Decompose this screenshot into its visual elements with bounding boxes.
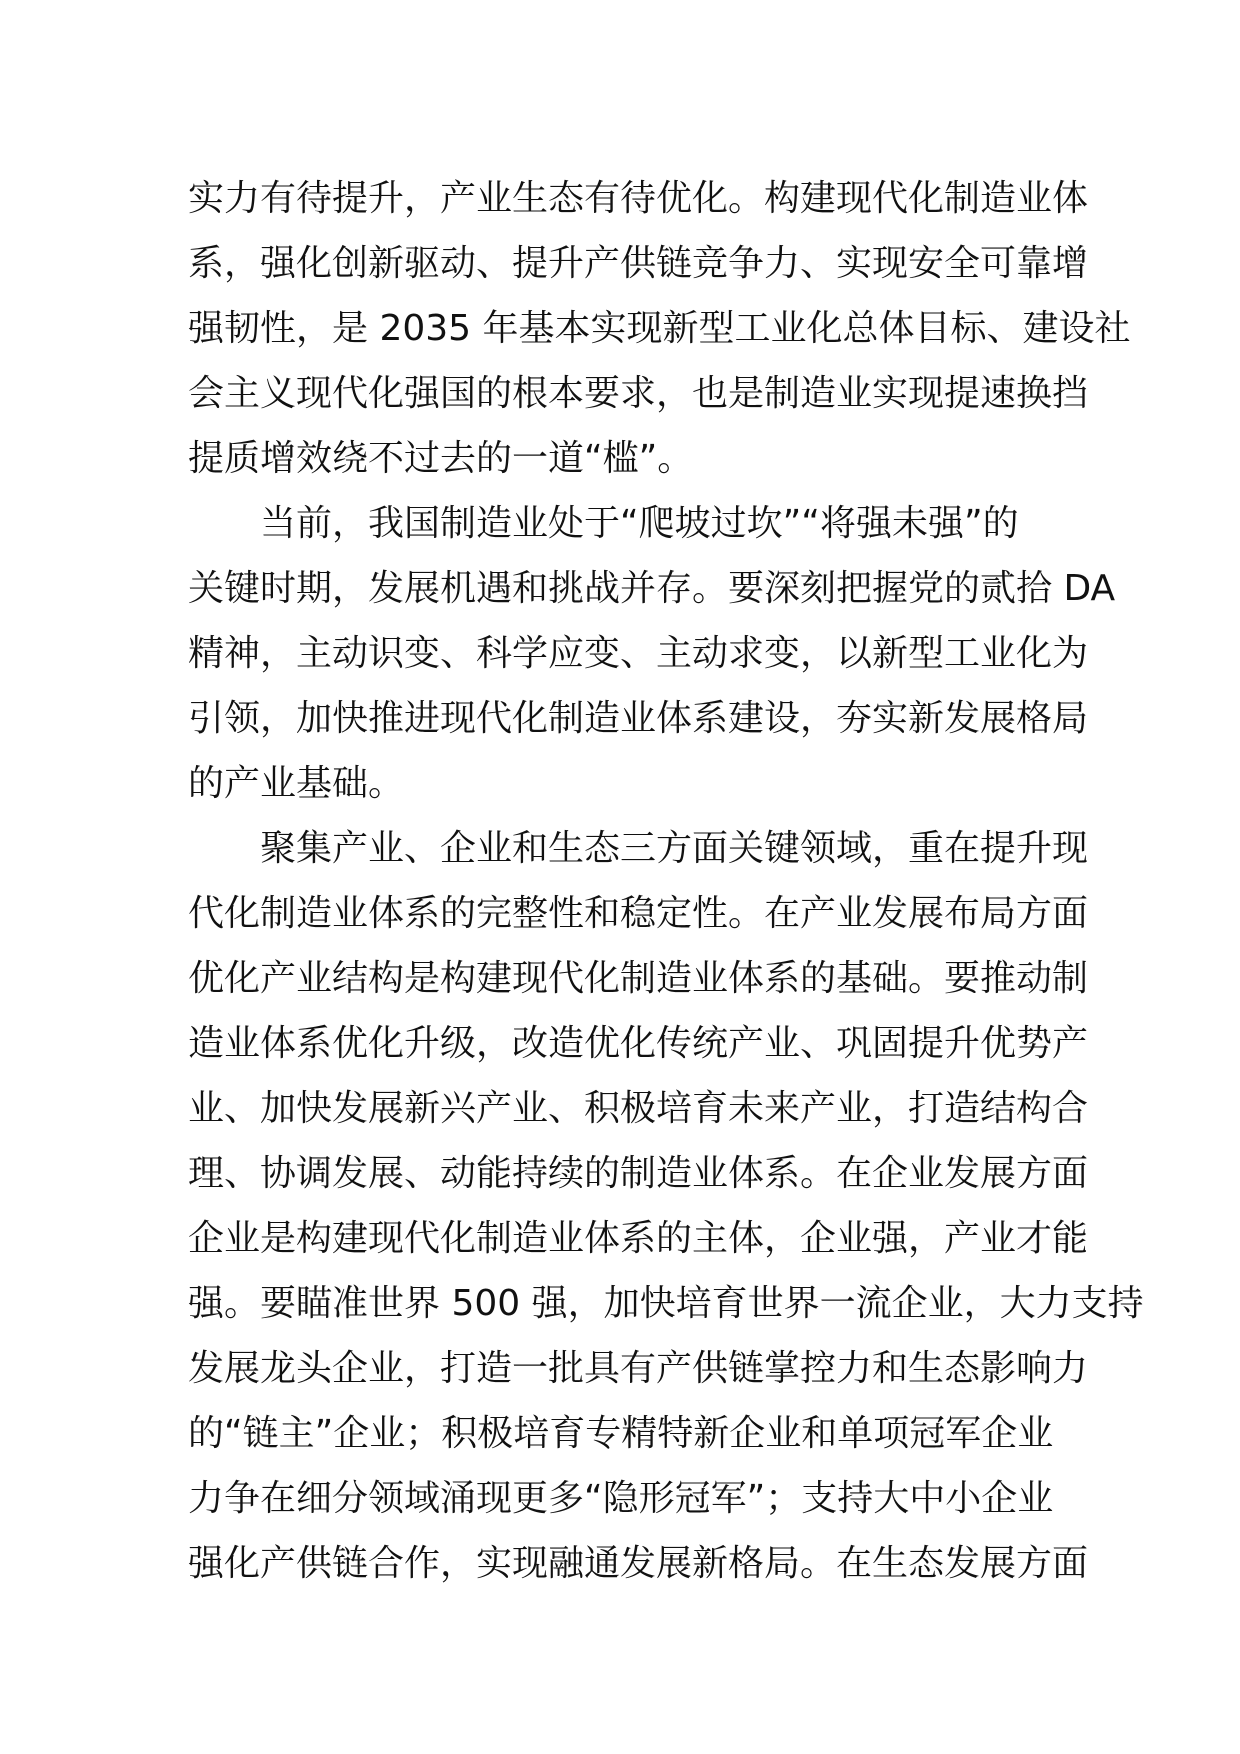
- paragraph-3: [188, 816, 1144, 1596]
- text-line: 强。要瞄准世界 500 强，加快培育世界一流企业，大力支持: [188, 1283, 1144, 1324]
- text-line: 造业体系优化升级，改造优化传统产业、巩固提升优势产: [188, 1023, 1089, 1064]
- text-line: 发展龙头企业，打造一批具有产供链掌控力和生态影响力: [188, 1348, 1089, 1389]
- text-line: 的“链主”企业；积极培育专精特新企业和单项冠军企业: [188, 1413, 1054, 1454]
- text-line: 引领，加快推进现代化制造业体系建设，夯实新发展格局: [188, 698, 1089, 739]
- text-line: 代化制造业体系的完整性和稳定性。在产业发展布局方面: [188, 893, 1089, 934]
- paragraph-2: [188, 491, 1116, 816]
- text-line: 系，强化创新驱动、提升产供链竞争力、实现安全可靠增: [188, 243, 1089, 284]
- text-line: 理、协调发展、动能持续的制造业体系。在企业发展方面: [188, 1153, 1089, 1194]
- text-line: 精神，主动识变、科学应变、主动求变，以新型工业化为: [188, 633, 1089, 674]
- body-text: [188, 166, 1144, 1596]
- text-line: 关键时期，发展机遇和挑战并存。要深刻把握党的贰拾 DA: [188, 568, 1116, 609]
- text-line: 业、加快发展新兴产业、积极培育未来产业，打造结构合: [188, 1088, 1089, 1129]
- text-line: 优化产业结构是构建现代化制造业体系的基础。要推动制: [188, 958, 1089, 999]
- text-line: 聚集产业、企业和生态三方面关键领域，重在提升现: [260, 828, 1089, 869]
- text-line: 会主义现代化强国的根本要求，也是制造业实现提速换挡: [188, 373, 1089, 414]
- text-line: 实力有待提升，产业生态有待优化。构建现代化制造业体: [188, 178, 1089, 219]
- text-line: 强韧性，是 2035 年基本实现新型工业化总体目标、建设社: [188, 308, 1131, 349]
- text-line: 企业是构建现代化制造业体系的主体，企业强，产业才能: [188, 1218, 1089, 1259]
- text-line: 的产业基础。: [188, 763, 405, 804]
- text-line: 强化产供链合作，实现融通发展新格局。在生态发展方面: [188, 1543, 1089, 1584]
- text-line: 力争在细分领域涌现更多“隐形冠军”；支持大中小企业: [188, 1478, 1054, 1519]
- text-line: 当前，我国制造业处于“爬坡过坎”“将强未强”的: [260, 503, 1019, 544]
- text-line: 提质增效绕不过去的一道“槛”。: [188, 438, 694, 479]
- paragraph-1: [188, 166, 1131, 491]
